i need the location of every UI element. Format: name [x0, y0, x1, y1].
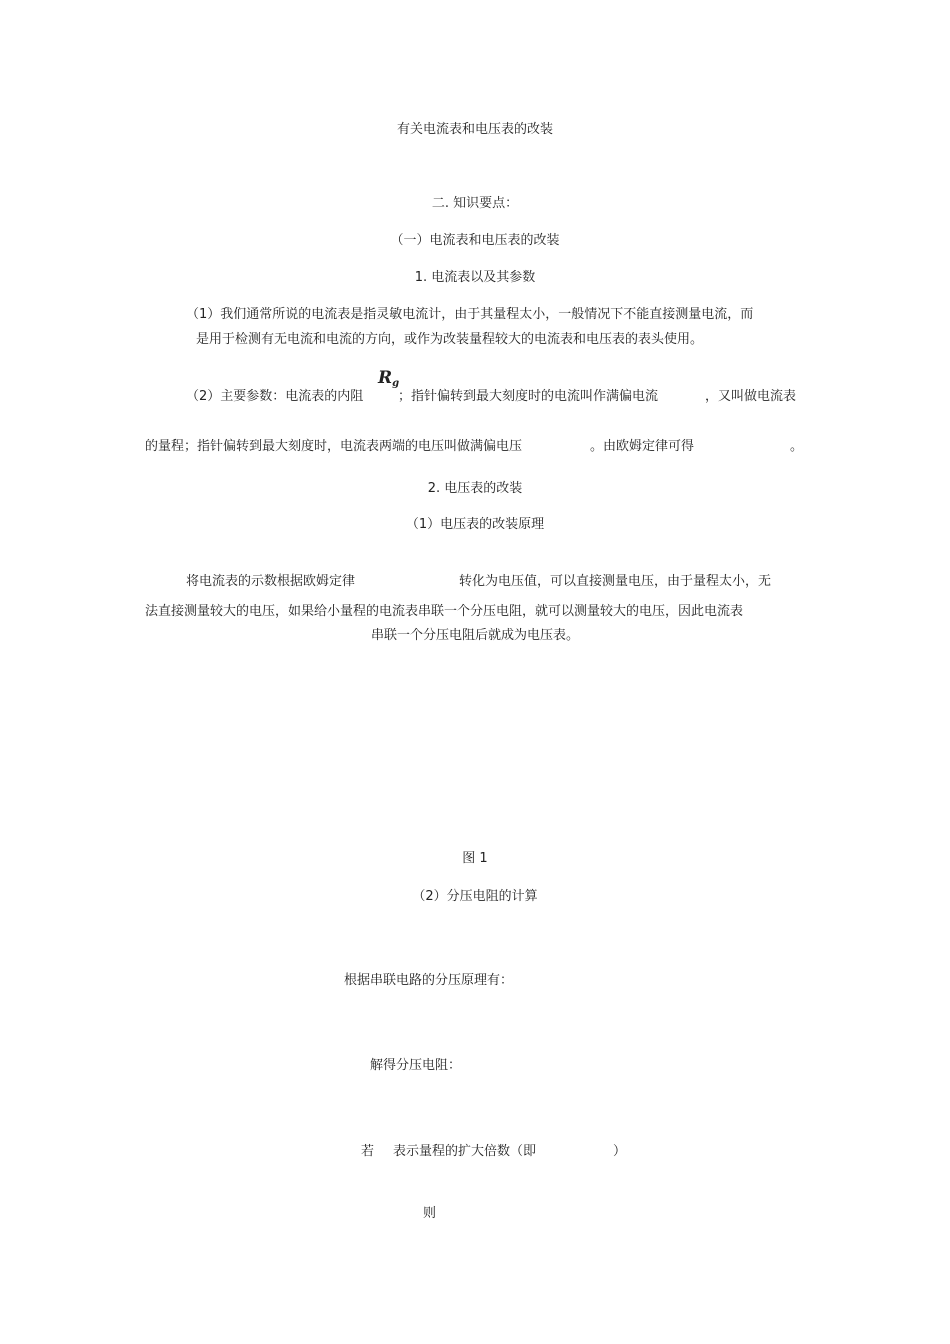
paragraph-5: 根据串联电路的分压原理有： [344, 973, 514, 988]
symbol-r: R [378, 368, 393, 388]
paragraph-6: 解得分压电阻： [370, 1058, 462, 1073]
paragraph-1-line-1: （1）我们通常所说的电流表是指灵敏电流计，由于其量程太小，一般情况下不能直接测量电流，而 [186, 307, 754, 322]
figure-caption: 图 1 [462, 851, 488, 866]
paragraph-2-text-c: ，又叫做电流表 [705, 389, 797, 404]
paragraph-1-line-2: 是用于检测有无电流和电流的方向，或作为改装量程较大的电流表和电压表的表头使用。 [196, 332, 704, 347]
subsection-heading-voltmeter-modification: 2. 电压表的改装 [427, 481, 523, 496]
subsection-heading-ammeter-parameters: 1. 电流表以及其参数 [414, 270, 536, 285]
paragraph-7-text-a: 若 [361, 1144, 375, 1159]
paragraph-3-text-a: 的量程；指针偏转到最大刻度时，电流表两端的电压叫做满偏电压 [145, 439, 523, 454]
paragraph-4-text-b: 转化为电压值，可以直接测量电压，由于量程太小，无 [459, 574, 772, 589]
paragraph-8: 则 [423, 1206, 437, 1221]
paragraph-7-text-c: ） [613, 1144, 627, 1159]
internal-resistance-symbol [378, 370, 399, 392]
paragraph-2-text-a: （2）主要参数：电流表的内阻 [186, 389, 364, 404]
paragraph-7-text-b: 表示量程的扩大倍数（即 [393, 1144, 537, 1159]
section-heading-knowledge-points: 二. 知识要点： [431, 196, 519, 211]
symbol-subscript-g: g [392, 378, 400, 389]
subsection-heading-divider-resistance: （2）分压电阻的计算 [412, 889, 538, 904]
paragraph-4-line-3: 串联一个分压电阻后就成为电压表。 [370, 628, 579, 643]
paragraph-4-line-2: 法直接测量较大的电压，如果给小量程的电流表串联一个分压电阻，就可以测量较大的电压，因此电流表 [145, 604, 744, 619]
section-heading-meter-modification: （一）电流表和电压表的改装 [390, 233, 560, 248]
paragraph-4-text-a: 将电流表的示数根据欧姆定律 [186, 574, 356, 589]
paragraph-3-text-b: 。由欧姆定律可得 [590, 439, 695, 454]
subsection-heading-voltmeter-principle: （1）电压表的改装原理 [405, 517, 545, 532]
document-title: 有关电流表和电压表的改装 [396, 122, 553, 137]
paragraph-2-text-b: ；指针偏转到最大刻度时的电流叫作满偏电流 [398, 389, 659, 404]
paragraph-3-text-c: 。 [790, 439, 804, 454]
